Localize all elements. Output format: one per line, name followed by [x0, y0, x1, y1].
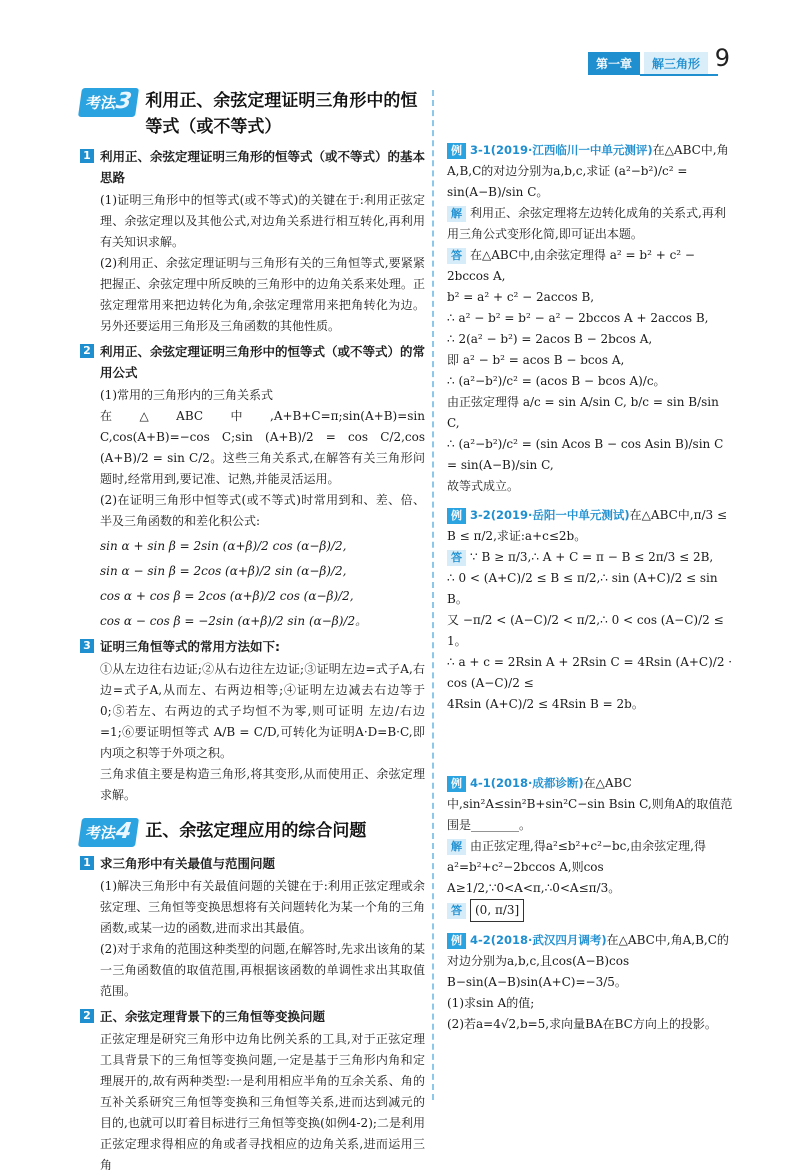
formula: sin α + sin β = 2sin (α+β)/2 cos (α−β)/2,: [100, 539, 347, 553]
kaofa-badge: 考法4: [78, 818, 139, 847]
header-rule: [640, 74, 718, 76]
solution-tag: 解: [447, 839, 466, 855]
formula: cos α − cos β = −2sin (α+β)/2 sin (α−β)/2。: [100, 614, 368, 628]
answer-value: (0, π/3]: [470, 899, 524, 922]
solution-tag: 解: [447, 206, 466, 222]
example-3-1: [447, 140, 734, 497]
example-text: 在△ABC中,sin²A≤sin²B+sin²C−sin Bsin C,则角A的取值范围是________。: [447, 776, 733, 832]
example-source: 3-2(2019·岳阳一中单元测试): [470, 508, 630, 522]
paragraph: (1)常用的三角形内的三角关系式: [100, 388, 273, 402]
paragraph: 正弦定理是研究三角形中边角比例关系的工具,对于正弦定理工具背景下的三角恒等变换问题,一定是基于三角形内角和定理展开的,故有两种类型:一是利用相应半角的互余关系、角的互补关系研究三角恒等变换和三角恒等关系,进而达到减元的目的,也就可以盯着目标进行三角恒等变换(如例4-2);二是利用正弦定理求得相应的角或者寻找相应的边角关系,进而运用三角: [100, 1032, 425, 1172]
right-column: [447, 140, 734, 1043]
answer-tag: 答: [447, 903, 466, 919]
answer-line: 即 a² − b² = acos B − bcos A,: [447, 353, 625, 367]
answer-line: 4Rsin (A+C)/2 ≤ 4Rsin B = 2b。: [447, 697, 644, 711]
paragraph: (1)证明三角形中的恒等式(或不等式)的关键在于:利用正弦定理、余弦定理以及其他公式,对边角关系进行相互转化,再利用有关知识求解。: [100, 193, 425, 249]
subsection-heading: 1 求三角形中有关最值与范围问题: [80, 853, 425, 874]
formula: cos α + cos β = 2cos (α+β)/2 cos (α−β)/2,: [100, 589, 354, 603]
paragraph: 在△ABC中,A+B+C=π;sin(A+B)=sin C,cos(A+B)=−cos C;sin (A+B)/2 = cos C/2,cos (A+B)/2 = sin C/2。这些三角关系式,在解答有关三角形问题时,经常用到,要记准、记熟,并能灵活运用。: [100, 409, 425, 486]
answer-tag: 答: [447, 550, 466, 566]
question-part: (2)若a=4√2,b=5,求向量BA在BC方向上的投影。: [447, 1017, 717, 1031]
answer-tag: 答: [447, 248, 466, 264]
subsection-heading: 1 利用正、余弦定理证明三角形的恒等式（或不等式）的基本思路: [80, 146, 425, 188]
example-text: 在△ABC中,角A,B,C的对边分别为a,b,c,且cos(A−B)cos B−sin(A−B)sin(A+C)=−3/5。: [447, 933, 729, 989]
example-source: 4-1(2018·成都诊断): [470, 776, 584, 790]
example-tag: 例: [447, 933, 466, 949]
page-header: [588, 52, 708, 75]
answer-line: ∴ (a²−b²)/c² = (sin Acos B − cos Asin B)/sin C = sin(A−B)/sin C,: [447, 437, 724, 472]
answer-line: ∴ a + c = 2Rsin A + 2Rsin C = 4Rsin (A+C)/2 · cos (A−C)/2 ≤: [447, 655, 733, 690]
paragraph: (2)对于求角的范围这种类型的问题,在解答时,先求出该角的某一三角函数值的取值范围,再根据该函数的单调性求出其取值范围。: [100, 942, 425, 998]
answer-line: ∴ a² − b² = b² − a² − 2bccos A + 2accos B,: [447, 311, 709, 325]
solution-text: 由正弦定理,得a²≤b²+c²−bc,由余弦定理,得a²=b²+c²−2bccos A,则cos A≥1/2,∵0<A<π,∴0<A≤π/3。: [447, 839, 706, 895]
formula: sin α − sin β = 2cos (α+β)/2 sin (α−β)/2,: [100, 564, 347, 578]
example-3-2: [447, 505, 734, 715]
answer-line: ∴ 0 < (A+C)/2 ≤ B ≤ π/2,∴ sin (A+C)/2 ≤ sin B。: [447, 571, 718, 606]
example-4-1: [447, 773, 734, 922]
page-number: 9: [714, 44, 730, 72]
paragraph: 三角求值主要是构造三角形,将其变形,从而使用正、余弦定理求解。: [100, 767, 425, 802]
paragraph: (2)利用正、余弦定理证明与三角形有关的三角恒等式,要紧紧把握正、余弦定理中所反映的三角形中的边角关系来处理。正弦定理常用来把边转化为角,余弦定理常用来把角转化为边。另外还要运用三角形及三角函数的其他性质。: [100, 256, 425, 333]
example-text: 在△ABC中,π/3 ≤ B ≤ π/2,求证:a+c≤2b。: [447, 508, 728, 543]
kaofa-title: 正、余弦定理应用的综合问题: [145, 821, 367, 841]
example-source: 3-1(2019·江西临川一中单元测评): [470, 143, 653, 157]
kaofa-badge: 考法3: [78, 88, 139, 117]
answer-line: 又 −π/2 < (A−C)/2 < π/2,∴ 0 < cos (A−C)/2 ≤ 1。: [447, 613, 724, 648]
example-source: 4-2(2018·武汉四月调考): [470, 933, 607, 947]
paragraph: (2)在证明三角形中恒等式(或不等式)时常用到和、差、倍、半及三角函数的和差化积公式:: [100, 493, 425, 528]
answer-line: ∴ 2(a² − b²) = 2acos B − 2bcos A,: [447, 332, 653, 346]
column-divider: [432, 90, 434, 1100]
example-tag: 例: [447, 143, 466, 159]
example-text: 在△ABC中,角A,B,C的对边分别为a,b,c,求证 (a²−b²)/c² = sin(A−B)/sin C。: [447, 143, 729, 199]
answer-line: ∵ B ≥ π/3,∴ A + C = π − B ≤ 2π/3 ≤ 2B,: [470, 550, 714, 564]
answer-line: 故等式成立。: [447, 479, 520, 493]
example-tag: 例: [447, 776, 466, 792]
answer-line: ∴ (a²−b²)/c² = (acos B − bcos A)/c。: [447, 374, 666, 388]
chapter-label: 第一章: [588, 52, 640, 75]
subsection-heading: 2 利用正、余弦定理证明三角形中的恒等式（或不等式）的常用公式: [80, 341, 425, 383]
answer-line: 由正弦定理得 a/c = sin A/sin C, b/c = sin B/sin C,: [447, 395, 719, 430]
section-label: 解三角形: [644, 52, 708, 75]
kaofa-3-heading: [80, 88, 425, 140]
answer-line: b² = a² + c² − 2accos B,: [447, 290, 595, 304]
kaofa-4-heading: [80, 818, 425, 847]
kaofa-title: 利用正、余弦定理证明三角形中的恒等式（或不等式）: [145, 91, 418, 137]
left-column: [80, 88, 425, 1176]
paragraph: ①从左边往右边证;②从右边往左边证;③证明左边=式子A,右边=式子A,从而左、右两边相等;④证明左边减去右边等于0;⑤若左、右两边的式子均恒不为零,则可证明 左边/右边 =1;⑥要证明恒等式 A/B = C/D,可转化为证明A·D=B·C,即内项之积等于外项之积。: [100, 662, 425, 760]
question-part: (1)求sin A的值;: [447, 996, 535, 1010]
example-tag: 例: [447, 508, 466, 524]
answer-line: 在△ABC中,由余弦定理得 a² = b² + c² − 2bccos A,: [447, 248, 695, 283]
solution-text: 利用正、余弦定理将左边转化成角的关系式,再利用三角公式变形化简,即可证出本题。: [447, 206, 726, 241]
subsection-heading: 3 证明三角恒等式的常用方法如下:: [80, 636, 425, 657]
paragraph: (1)解决三角形中有关最值问题的关键在于:利用正弦定理或余弦定理、三角恒等变换思想将有关问题转化为某一个角的三角函数,或某一边的函数,进而求出其最值。: [100, 879, 425, 935]
subsection-heading: 2 正、余弦定理背景下的三角恒等变换问题: [80, 1006, 425, 1027]
example-4-2: [447, 930, 734, 1035]
